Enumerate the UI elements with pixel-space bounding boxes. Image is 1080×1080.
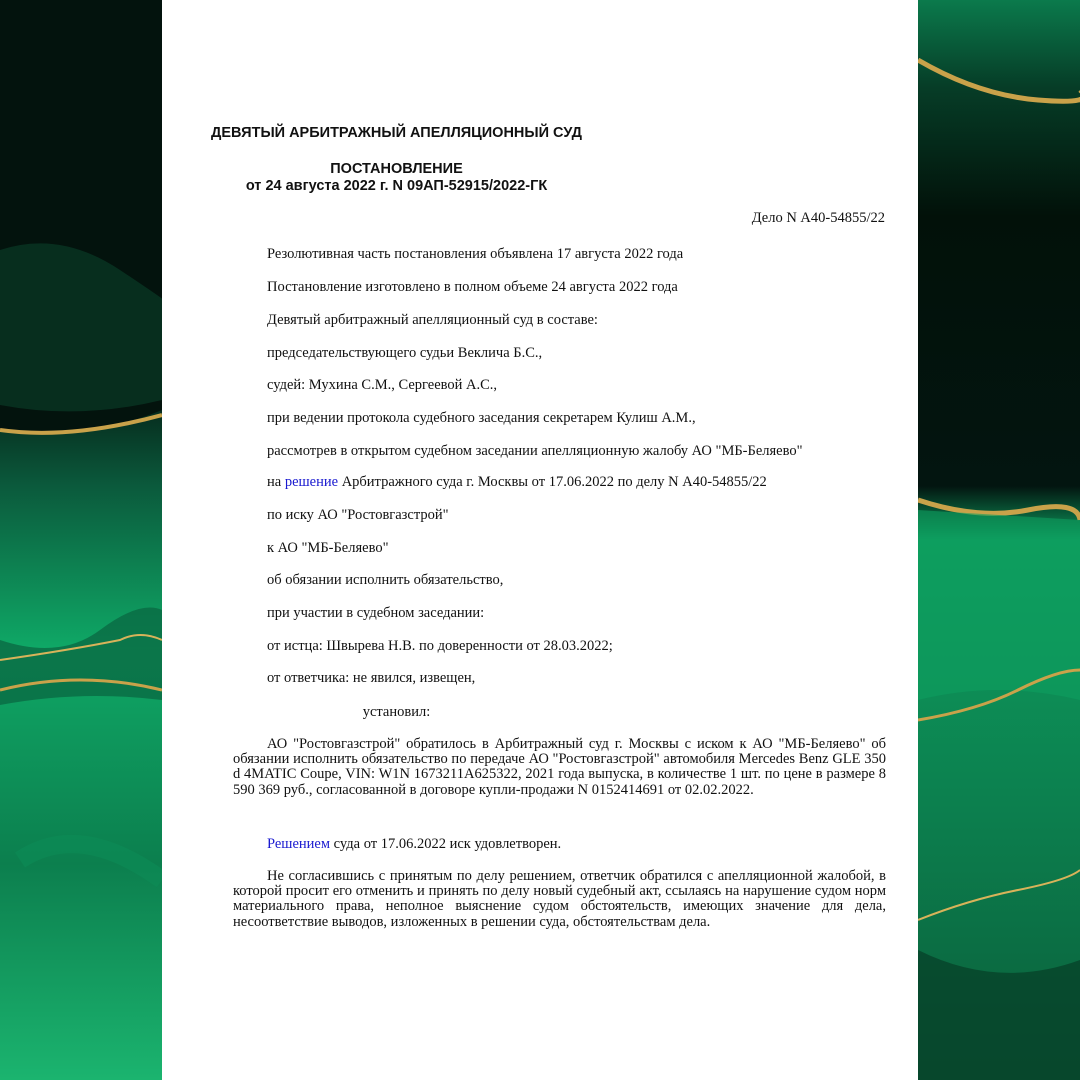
paragraph-decision <box>233 837 886 852</box>
appeal-line: рассмотрев в открытом судебном заседании апелляционную жалобу АО "МБ-Беляево" <box>267 443 803 459</box>
court-composition-line: Девятый арбитражный апелляционный суд в составе: <box>267 312 598 328</box>
document-date-number: от 24 августа 2022 г. N 09АП-52915/2022-ГК <box>245 178 548 194</box>
document-type: ПОСТАНОВЛЕНИЕ <box>330 161 463 177</box>
background-right-panel <box>918 0 1080 1080</box>
participation-line: при участии в судебном заседании: <box>267 605 485 621</box>
judges-line: судей: Мухина С.М., Сергеевой А.С., <box>267 377 498 393</box>
defendant-line: к АО "МБ-Беляево" <box>267 540 389 556</box>
malachite-pattern-right <box>918 0 1080 1080</box>
decision-link-2[interactable]: Решением <box>267 836 331 852</box>
paragraph-appeal: Не согласившись с принятым по делу решением, ответчик обратился с апелляционной жалобой, в которой просит его отменить и принять по делу новый судебный акт, ссылаясь на нарушение судом норм материального права, неполное выяснение судом обстоятельств, имеющих значение для дела, несоответствие выводов, изложенных в решении суда, обстоятельствам дела. <box>233 868 886 930</box>
document-title <box>0 161 793 195</box>
claimant-line: по иску АО "Ростовгазстрой" <box>267 507 449 523</box>
subject-line: об обязании исполнить обязательство, <box>267 572 504 588</box>
presiding-judge-line: председательствующего судьи Веклича Б.С., <box>267 345 543 361</box>
court-name: ДЕВЯТЫЙ АРБИТРАЖНЫЙ АПЕЛЛЯЦИОННЫЙ СУД <box>211 125 582 141</box>
established-heading: установил: <box>362 704 431 720</box>
defendant-representative-line: от ответчика: не явился, извещен, <box>267 670 476 686</box>
claimant-representative-line: от истца: Швырева Н.В. по доверенности от 28.03.2022; <box>267 638 613 654</box>
decision-reference-line <box>267 474 767 491</box>
secretary-line: при ведении протокола судебного заседания секретарем Кулиш А.М., <box>267 410 696 426</box>
decision-link[interactable]: решение <box>284 474 339 490</box>
resolution-announced-line: Резолютивная часть постановления объявлена 17 августа 2022 года <box>267 246 684 262</box>
paragraph-claim: АО "Ростовгазстрой" обратилось в Арбитражный суд г. Москвы с иском к АО "МБ-Беляево" об обязании исполнить обязательство по передаче АО "Ростовгазстрой" автомобиля Mercedes Benz GLE 350 d 4MATIC Coupe, VIN: W1N 1673211A625322, 2021 года выпуска, в количестве 1 шт. по цене в размере 8 590 369 руб., согласованной в договоре купли-продажи N 0152414691 от 02.02.2022. <box>233 736 886 798</box>
decision-suffix: Арбитражного суда г. Москвы от 17.06.2022 по делу N А40-54855/22 <box>338 474 767 490</box>
full-text-date-line: Постановление изготовлено в полном объеме 24 августа 2022 года <box>267 279 678 295</box>
case-number: Дело N А40-54855/22 <box>751 210 885 226</box>
paragraph-decision-text: суда от 17.06.2022 иск удовлетворен. <box>330 836 562 852</box>
decision-prefix: на <box>267 474 285 490</box>
document-page <box>162 0 918 1080</box>
